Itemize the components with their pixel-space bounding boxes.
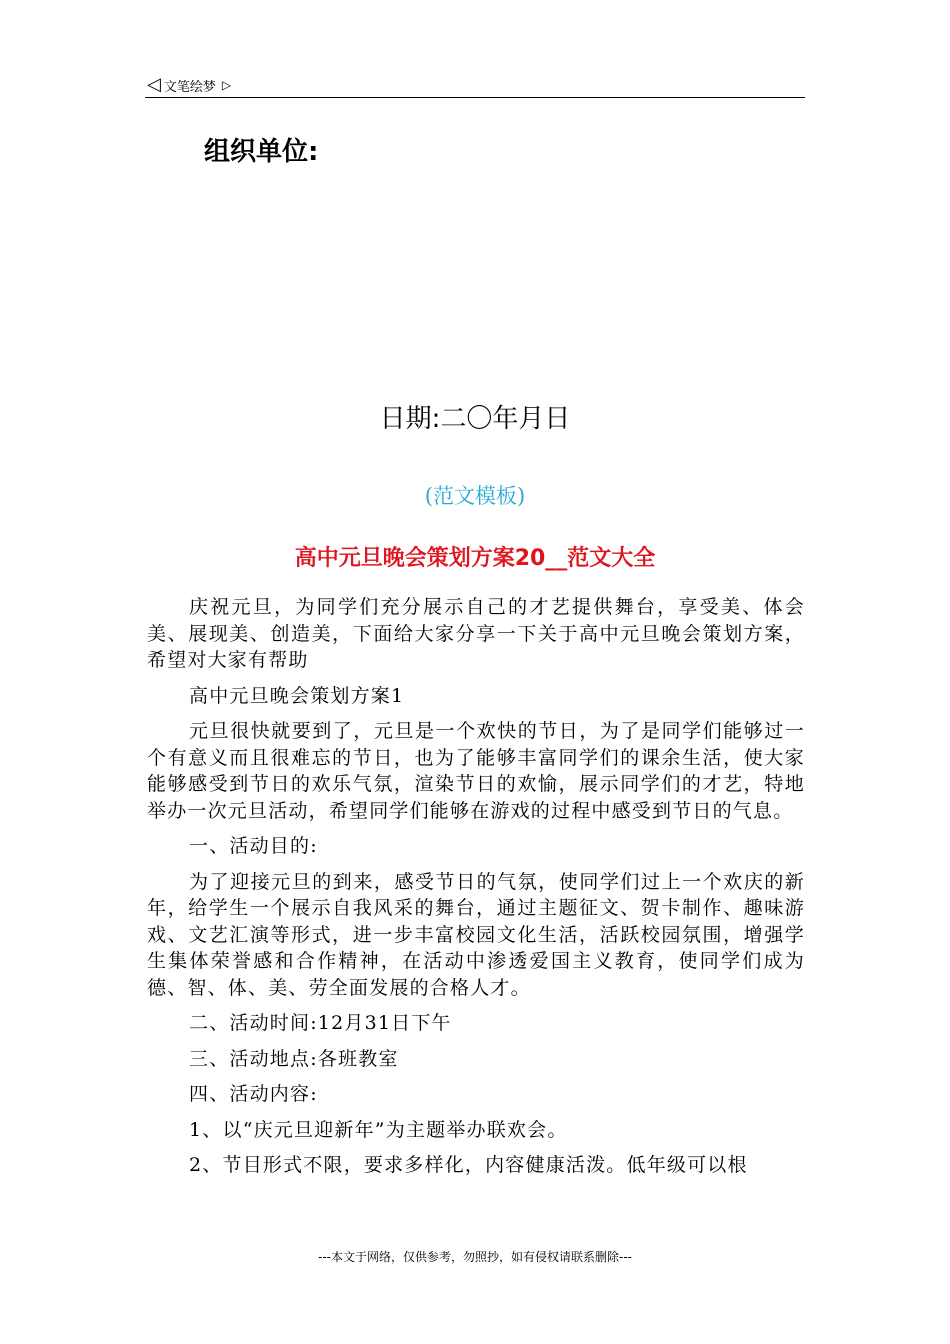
document-body <box>147 594 805 1188</box>
page-header <box>147 74 231 96</box>
header-label: 文笔绘梦 <box>163 79 216 95</box>
header-divider <box>145 97 805 98</box>
page-footer-disclaimer: ---本文于网络，仅供参考，勿照抄，如有侵权请联系删除--- <box>318 1250 632 1264</box>
triangle-left-icon: ◁ <box>147 74 161 95</box>
paragraph-heading: 二、活动时间:12月31日下午 <box>189 1012 452 1034</box>
date-line: 日期:二〇年月日 <box>379 404 571 434</box>
paragraph-list-item: 1、以“庆元旦迎新年”为主题举办联欢会。 <box>189 1118 568 1141</box>
paragraph-heading: 一、活动目的: <box>189 835 318 857</box>
paragraph-heading: 四、活动内容: <box>189 1083 318 1105</box>
org-unit-label: 组织单位: <box>204 137 319 167</box>
paragraph: 元旦很快就要到了，元旦是一个欢快的节日，为了是同学们能够过一个有意义而且很难忘的节日，也为了能够丰富同学们的课余生活，使大家能够感受到节日的欢乐气氛，渲染节日的欢愉，展示同学们的才艺，特地举办一次元旦活动，希望同学们能够在游戏的过程中感受到节日的气息。 <box>147 720 805 822</box>
triangle-right-icon: ▷ <box>221 78 232 92</box>
paragraph-section-heading: 高中元旦晚会策划方案1 <box>189 684 405 707</box>
document-title: 高中元旦晚会策划方案20__范文大全 <box>294 546 656 571</box>
paragraph-intro: 庆祝元旦，为同学们充分展示自己的才艺提供舞台，享受美、体会美、展现美、创造美，下面给大家分享一下关于高中元旦晚会策划方案，希望对大家有帮助 <box>147 596 805 671</box>
paragraph-heading: 三、活动地点:各班教室 <box>189 1047 399 1070</box>
template-tag: (范文模板) <box>424 484 526 508</box>
paragraph-list-item: 2、节目形式不限，要求多样化，内容健康活泼。低年级可以根 <box>189 1154 748 1176</box>
paragraph: 为了迎接元旦的到来，感受节日的气氛，使同学们过上一个欢庆的新年，给学生一个展示自我风采的舞台，通过主题征文、贺卡制作、趣味游戏、文艺汇演等形式，进一步丰富校园文化生活，活跃校园氛围，增强学生集体荣誉感和合作精神，在活动中渗透爱国主义教育，使同学们成为德、智、体、美、劳全面发展的合格人才。 <box>147 870 805 999</box>
